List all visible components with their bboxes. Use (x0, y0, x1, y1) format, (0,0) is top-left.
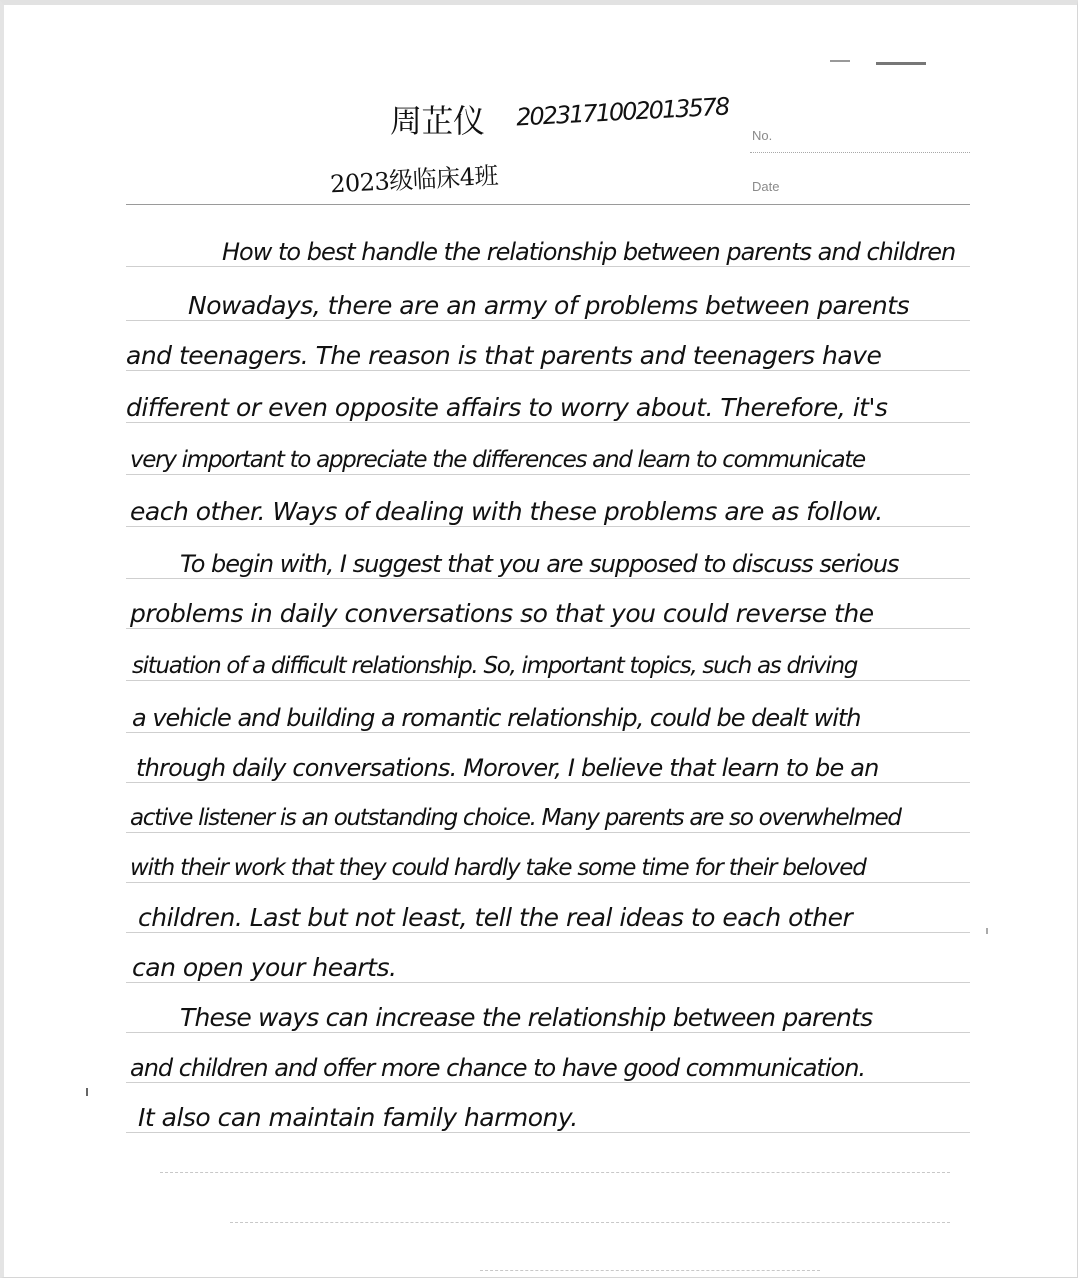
essay-line: active listener is an outstanding choice. Many parents are so overwhelmed (130, 805, 901, 831)
scan-mark-right (986, 928, 988, 934)
date-label: Date (752, 179, 780, 194)
rule-line (126, 370, 970, 371)
essay-line: a vehicle and building a romantic relationship, could be dealt with (132, 704, 861, 732)
rule-line (126, 882, 970, 883)
class-name: 2023级临床4班 (329, 161, 499, 199)
essay-line: To begin with, I suggest that you are supposed to discuss serious (180, 550, 899, 578)
rule-line (126, 1082, 970, 1083)
essay-line: children. Last but not least, tell the real ideas to each other (138, 903, 853, 932)
essay-line: These ways can increase the relationship between parents (180, 1003, 873, 1032)
essay-line: very important to appreciate the differences and learn to communicate (130, 447, 865, 473)
header-rule (126, 204, 970, 205)
scan-mark-left (86, 1088, 88, 1096)
rule-line (126, 578, 970, 579)
essay-line: problems in daily conversations so that you could reverse the (130, 599, 874, 628)
no-line (750, 152, 970, 153)
rule-line (126, 680, 970, 681)
rule-line (126, 1132, 970, 1133)
rule-line (126, 832, 970, 833)
essay-line: Nowadays, there are an army of problems between parents (188, 291, 910, 320)
essay-line: different or even opposite affairs to worry about. Therefore, it's (126, 393, 888, 422)
essay-line: It also can maintain family harmony. (138, 1103, 578, 1132)
scan-mark-top (830, 60, 850, 62)
rule-line-faint (160, 1172, 950, 1173)
no-label: No. (752, 128, 773, 143)
essay-line: situation of a difficult relationship. So, important topics, such as driving (132, 653, 858, 679)
rule-line (126, 628, 970, 629)
student-id: 2023171002013578 (515, 92, 729, 132)
rule-line (126, 320, 970, 321)
student-name: 周芷仪 (390, 102, 485, 140)
rule-line-faint (230, 1222, 950, 1223)
rule-line (126, 782, 970, 783)
rule-line (126, 932, 970, 933)
rule-line (126, 474, 970, 475)
essay-title: How to best handle the relationship between parents and children (222, 238, 956, 266)
rule-line (126, 422, 970, 423)
essay-line: with their work that they could hardly take some time for their beloved (130, 855, 866, 881)
rule-line (126, 266, 970, 267)
essay-line: each other. Ways of dealing with these problems are as follow. (130, 497, 883, 526)
scan-mark-top-2 (876, 62, 926, 65)
rule-line-faint (480, 1270, 820, 1271)
rule-line (126, 982, 970, 983)
rule-line (126, 732, 970, 733)
rule-line (126, 526, 970, 527)
essay-line: and children and offer more chance to have good communication. (130, 1054, 866, 1082)
essay-line: and teenagers. The reason is that parents and teenagers have (126, 341, 882, 370)
rule-line (126, 1032, 970, 1033)
essay-line: can open your hearts. (132, 953, 397, 982)
essay-line: through daily conversations. Morover, I believe that learn to be an (136, 754, 879, 782)
